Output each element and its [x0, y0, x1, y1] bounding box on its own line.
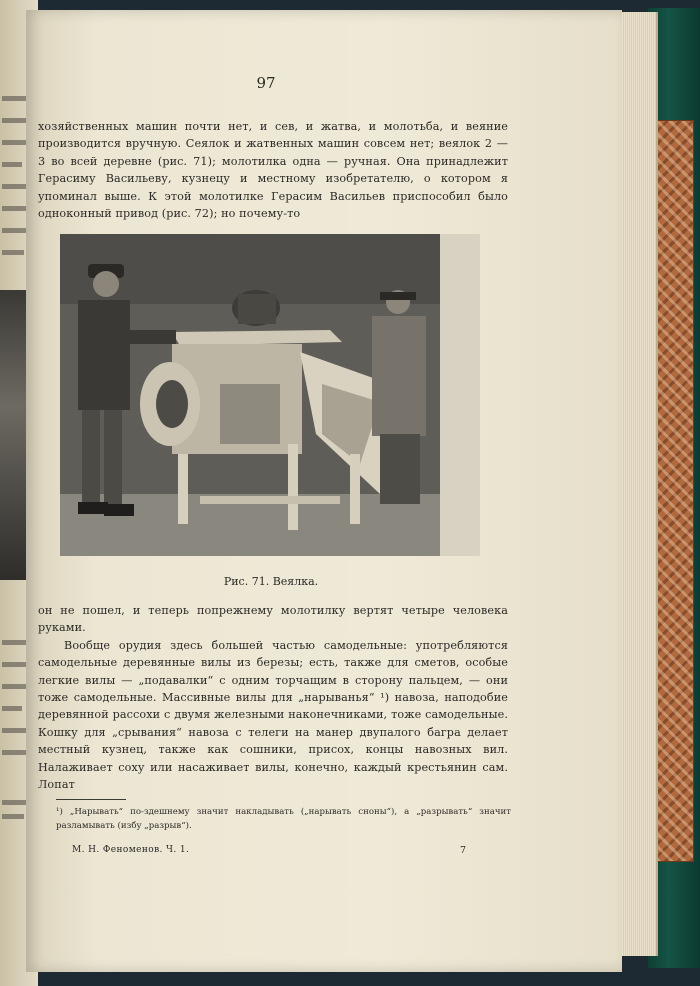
book-page	[26, 10, 622, 972]
tools-paragraph: Вообще орудия здесь большей частью самодельные: употребляются самодельные деревянные вилы из березы; есть, также для сметов, особые легкие вилы — „подавалки“ с одним торчащим в сторону пальцем, — они тоже самодельные. Массивные вилы для „нарыванья“ ¹) навоза, наподобие деревянной рассохи с двумя железными наконечниками, тоже самодельные. Кошку для „срывания“ навоза с телеги на манер двупалого багра делает местный кузнец, также как сошники, присох, концы навозных вил. Налаживает соху или насаживает вилы, конечно, каждый крестьянин сам. Лопат	[38, 638, 508, 792]
figure-winnowing-machine	[60, 234, 480, 556]
body-text	[38, 602, 508, 793]
after-figure-paragraph: он не пошел, и теперь попрежнему молотилку вертят четыре человека руками.	[38, 604, 508, 635]
signature-number: 7	[460, 845, 467, 856]
footnote-rule	[56, 799, 126, 800]
printer-signature: М. Н. Феноменов. Ч. 1.	[72, 845, 190, 855]
winnowing-machine-illustration	[60, 234, 480, 556]
cover-decorative-pattern	[656, 120, 694, 862]
top-text	[38, 118, 508, 222]
footnote: ¹) „Нарывать“ по-здешнему значит накладывать („нарывать сноны“), а „разрывать“ значит разламывать (избу „разрыв“).	[56, 807, 511, 831]
page-number: 97	[256, 74, 276, 92]
figure-caption: Рис. 71. Веялка.	[223, 575, 319, 588]
top-paragraph: хозяйственных машин почти нет, и сев, и жатва, и молотьба, и веяние производится вручную. Сеялок и жатвенных машин совсем нет; веялок 2 — 3 во всей деревне (рис. 71); молотилка одна — ручная. Она принадлежит Герасиму Васильеву, кузнецу и местному изобретателю, о котором я упоминал выше. К этой молотилке Герасим Васильев приспособил было одноконный привод (рис. 72); но почему-то	[38, 120, 508, 221]
